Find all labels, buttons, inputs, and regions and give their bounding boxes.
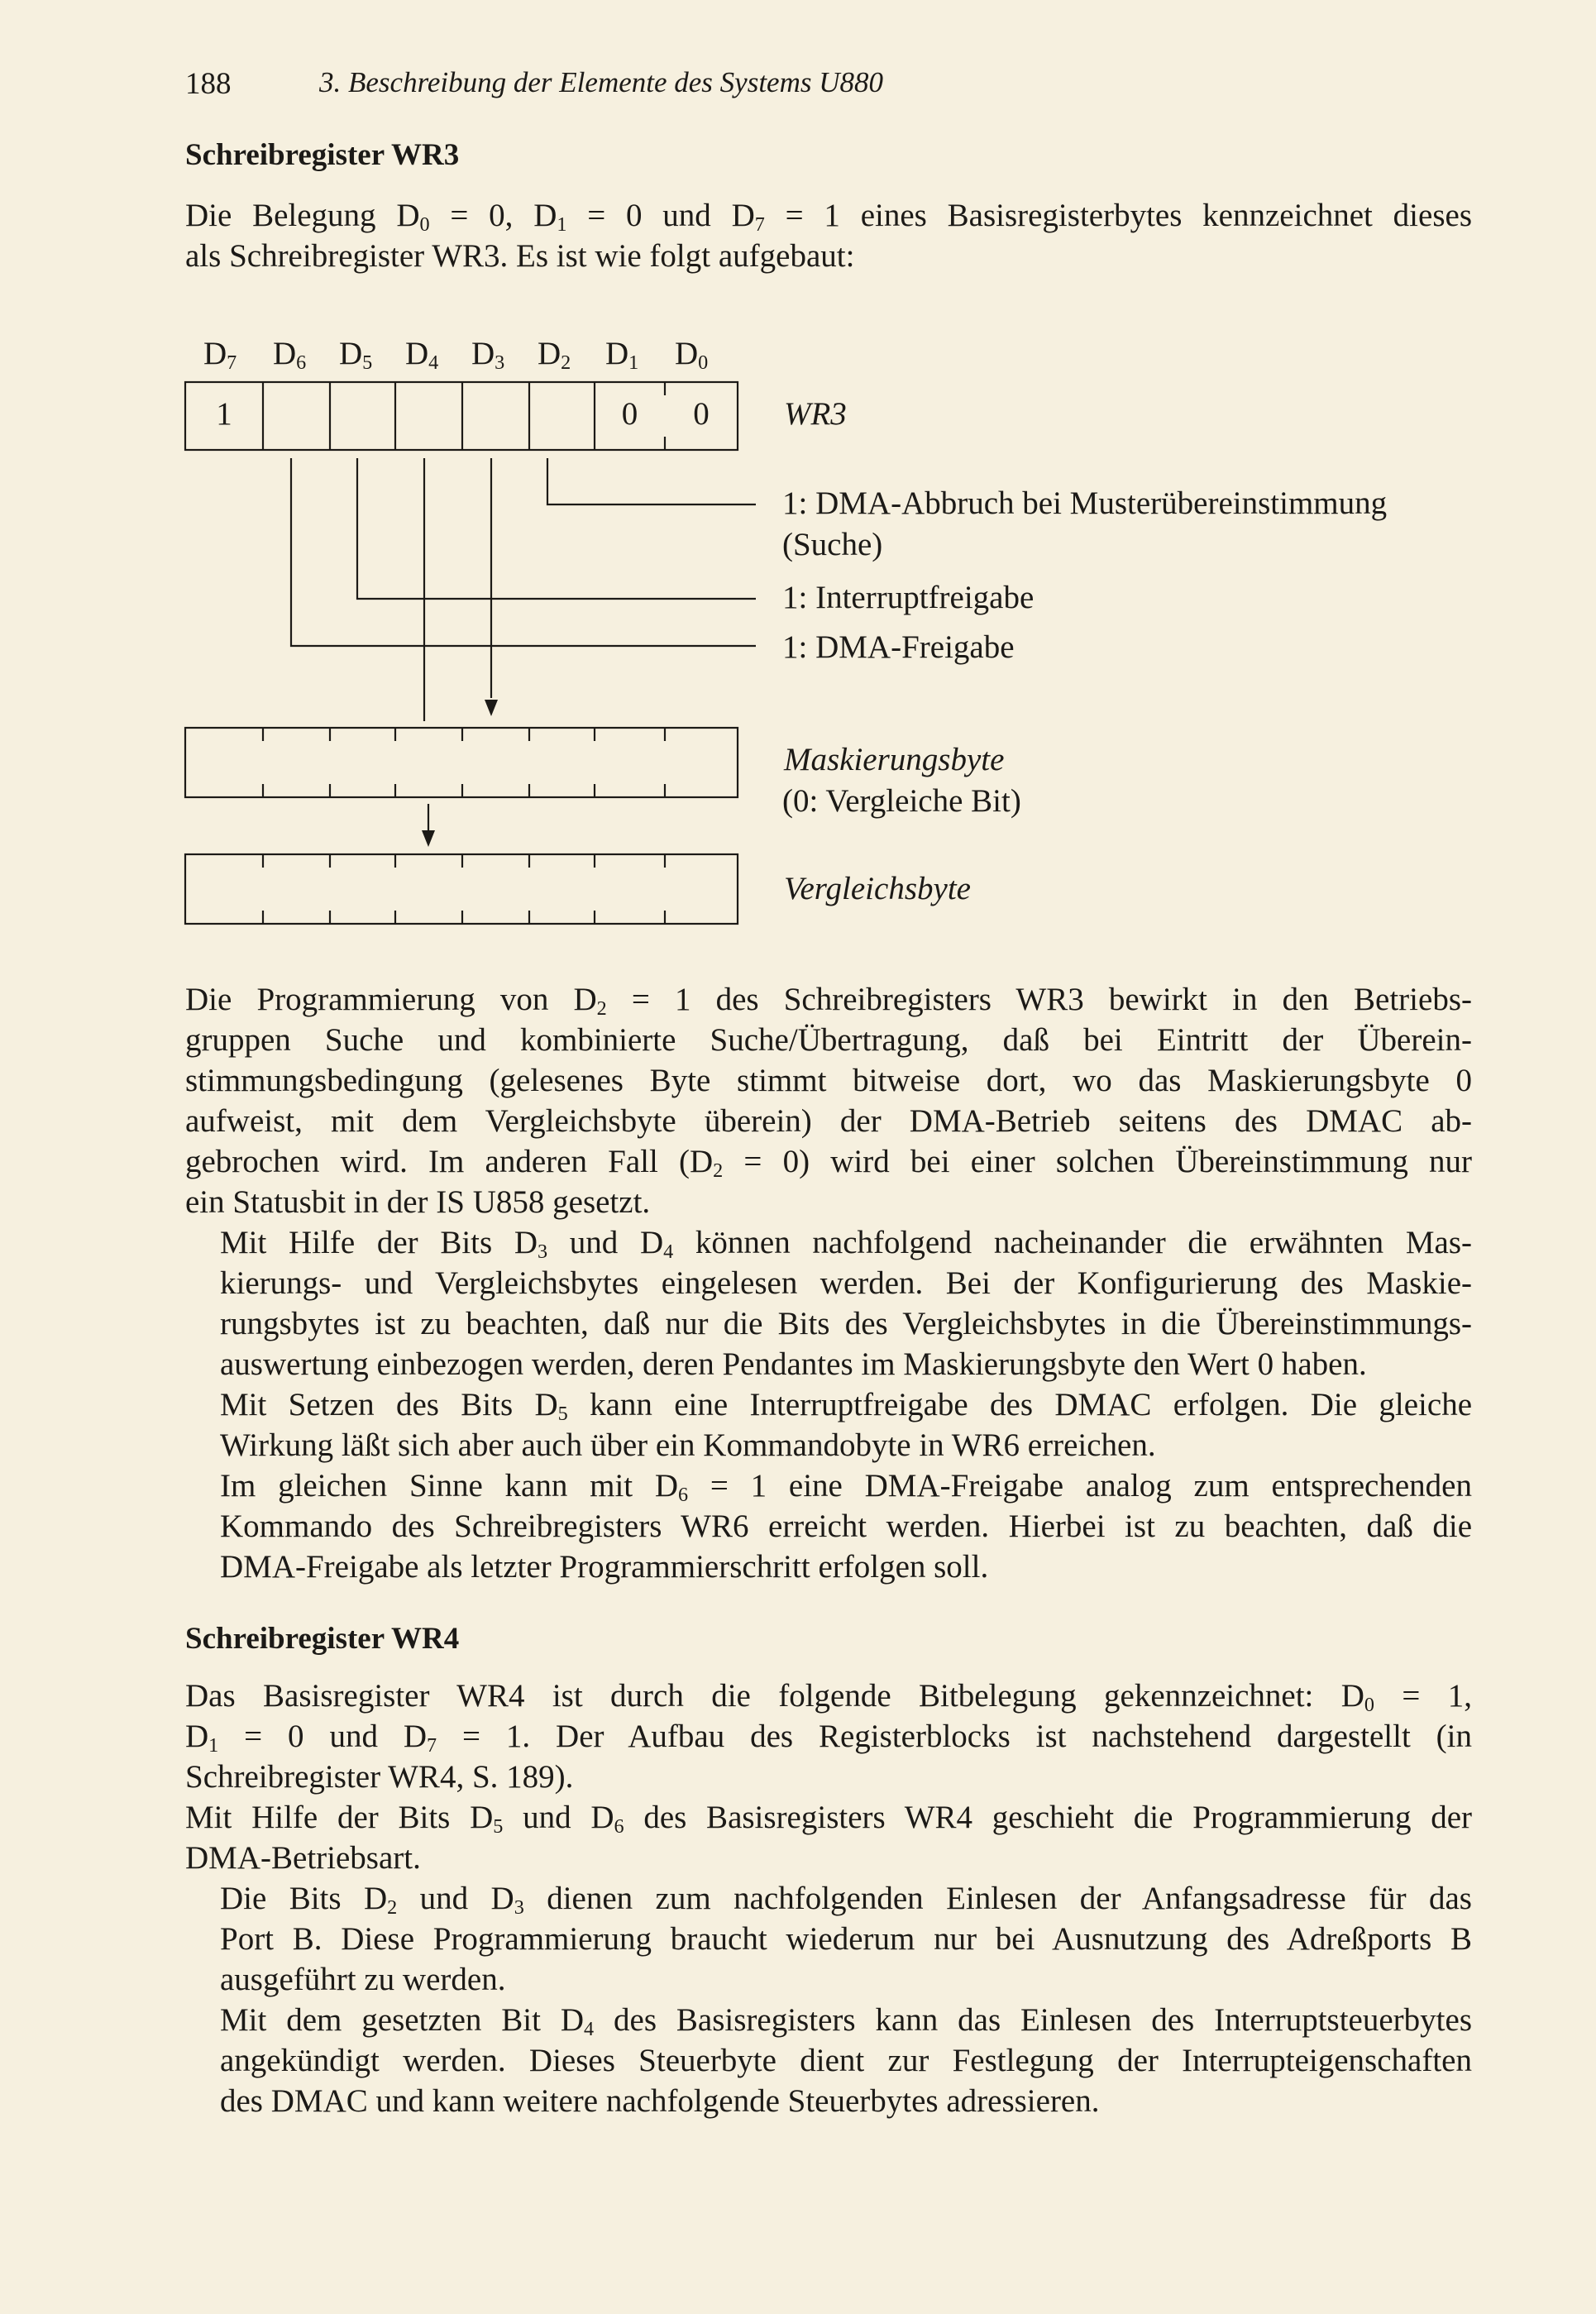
text-line: des DMAC und kann weitere nachfolgende Steuerbytes adressieren. [220,2083,1100,2119]
wr3-cell-value: 0 [693,396,710,432]
subscript: 1 [208,1734,219,1757]
text-line: Mit Setzen des Bits $D_5$ kann eine Interruptfreigabe des DMAC erfolgen. Die gleiche [220,1387,1472,1426]
subscript: 5 [557,1403,568,1426]
subscript: 6 [614,1815,624,1838]
mask-byte-label: Maskierungsbyte [784,742,1005,777]
bit-label-d0: $D_0$ [675,336,709,375]
desc-d6: 1: DMA-Freigabe [782,629,1015,665]
wr4-paragraph [185,2000,1472,2121]
subscript: 4 [584,2018,595,2041]
wr3-paragraph [185,1222,1472,1384]
wr4-paragraph [185,1676,1472,1797]
text-line: Wirkung läßt sich aber auch über ein Kommandobyte in WR6 erreichen. [220,1427,1156,1463]
text-line: gruppen Suche und kombinierte Suche/Übertragung, daß bei Eintritt der Überein- [185,1022,1472,1058]
text-line: $D_1 = 0$ und $D_7 = 1$. Der Aufbau des Registerblocks ist nachstehend dargestellt (in [185,1719,1472,1757]
wr3-paragraph [185,979,1472,1222]
subscript: 7 [754,213,765,237]
subscript: 2 [596,997,607,1021]
wr3-cell-value: 0 [621,396,638,432]
wr4-paragraph [185,1797,1472,1878]
bit-label-subscript: 0 [698,351,709,375]
text-line: Kommando des Schreibregisters WR6 erreicht werden. Hierbei ist zu beachten, daß die [220,1508,1472,1544]
bit-label-d2: $D_2$ [538,336,571,375]
subscript: 3 [514,1896,524,1920]
subscript: 0 [1364,1694,1375,1717]
d5-connector [357,458,756,599]
arrow-down-icon [485,700,498,716]
text-line: aufweist, mit dem Vergleichsbyte überein) der DMA-Betrieb seitens des DMAC ab- [185,1103,1472,1139]
wr4-body-text [185,1676,1472,2121]
register-name-wr3: WR3 [784,396,847,432]
page-number: 188 [185,67,232,101]
text-line: auswertung einbezogen werden, deren Pendantes im Maskierungsbyte den Wert 0 haben. [220,1346,1367,1382]
text-line: Das Basisregister WR4 ist durch die folgende Bitbelegung gekennzeichnet: $D_0 = 1$, [185,1678,1472,1717]
wr3-body-text [185,979,1472,1587]
desc-d5: 1: Interruptfreigabe [782,580,1035,615]
subscript: 2 [387,1896,398,1920]
subscript: 5 [493,1815,504,1838]
text-line: Mit dem gesetzten Bit $D_4$ des Basisregisters kann das Einlesen des Interruptsteuerbytes [220,2002,1472,2041]
running-header: 3. Beschreibung der Elemente des Systems U880 [319,66,884,98]
text-line: rungsbytes ist zu beachten, daß nur die Bits des Vergleichsbytes in die Übereinstimmungs- [220,1306,1472,1341]
bit-label-d7: $D_7$ [203,336,237,375]
text-line: Die Bits $D_2$ und $D_3$ dienen zum nachfolgenden Einlesen der Anfangsadresse für das [220,1881,1472,1920]
d6-connector [291,458,756,646]
arrow-down-icon [422,830,435,847]
bit-label-d3: $D_3$ [471,336,505,375]
text-line: Die Belegung $D_0 = 0$, $D_1 = 0$ und $D_7 = 1$ eines Basisregisterbytes kennzeichnet dieses [185,198,1472,237]
text-line: Port B. Diese Programmierung braucht wiederum nur bei Ausnutzung des Adreßports B [220,1921,1472,1957]
subscript: 6 [678,1484,689,1507]
section-heading-wr4: Schreibregister WR4 [185,1622,460,1656]
bit-label-d6: $D_6$ [273,336,307,375]
subscript: 2 [713,1159,724,1183]
wr3-cell-value: 1 [216,396,232,432]
subscript: 3 [538,1241,548,1264]
text-line: gebrochen wird. Im anderen Fall $(D_2 = 0)$ wird bei einer solchen Übereinstimmung nur [185,1144,1473,1183]
text-line: kierungs- und Vergleichsbytes eingelesen werden. Bei der Konfigurierung des Maskie- [220,1265,1472,1301]
text-line: DMA-Freigabe als letzter Programmierschritt erfolgen soll. [220,1549,989,1585]
text-line: ausgeführt zu werden. [220,1962,506,1997]
desc-d2-line1: 1: DMA-Abbruch bei Musterübereinstimmung [782,485,1388,521]
section-heading-wr3: Schreibregister WR3 [185,138,460,172]
text-line: Die Programmierung von $D_2 = 1$ des Schreibregisters WR3 bewirkt in den Betriebs- [185,982,1472,1021]
subscript: 1 [557,213,567,237]
desc-d2-line2: (Suche) [782,527,883,562]
d2-connector [547,458,756,504]
bit-label-subscript: 4 [428,351,439,375]
compare-byte-label: Vergleichsbyte [784,871,971,906]
mask-byte-note: (0: Vergleiche Bit) [782,783,1021,819]
text-line: stimmungsbedingung (gelesenes Byte stimmt bitweise dort, wo das Maskierungsbyte 0 [185,1063,1472,1098]
bit-label-subscript: 3 [495,351,505,375]
subscript: 4 [663,1241,674,1264]
text-line: Im gleichen Sinne kann mit $D_6 = 1$ eine DMA-Freigabe analog zum entsprechenden [220,1468,1472,1507]
bit-label-subscript: 6 [296,351,307,375]
wr3-paragraph [185,1384,1472,1465]
text-line: angekündigt werden. Dieses Steuerbyte dient zur Festlegung der Interrupteigenschaften [220,2043,1472,2078]
bit-label-subscript: 2 [561,351,571,375]
bit-label-subscript: 1 [628,351,639,375]
text-line: ein Statusbit in der IS U858 gesetzt. [185,1184,651,1220]
subscript: 0 [419,213,430,237]
text-line: als Schreibregister WR3. Es ist wie folgt aufgebaut: [185,238,855,274]
text-line: DMA-Betriebsart. [185,1840,421,1876]
wr3-paragraph [185,1465,1472,1587]
text-line: Mit Hilfe der Bits $D_3$ und $D_4$ können nachfolgend nacheinander die erwähnten Mas- [220,1225,1472,1264]
bit-label-d4: $D_4$ [405,336,439,375]
wr4-paragraph [185,1878,1472,2000]
bit-label-d5: $D_5$ [339,336,373,375]
bit-label-d1: $D_1$ [605,336,639,375]
text-line: Mit Hilfe der Bits $D_5$ und $D_6$ des Basisregisters WR4 geschieht die Programmierung der [185,1800,1472,1838]
bit-label-subscript: 5 [362,351,373,375]
subscript: 7 [427,1734,437,1757]
text-line: Schreibregister WR4, S. 189). [185,1759,574,1795]
bit-label-subscript: 7 [227,351,237,375]
